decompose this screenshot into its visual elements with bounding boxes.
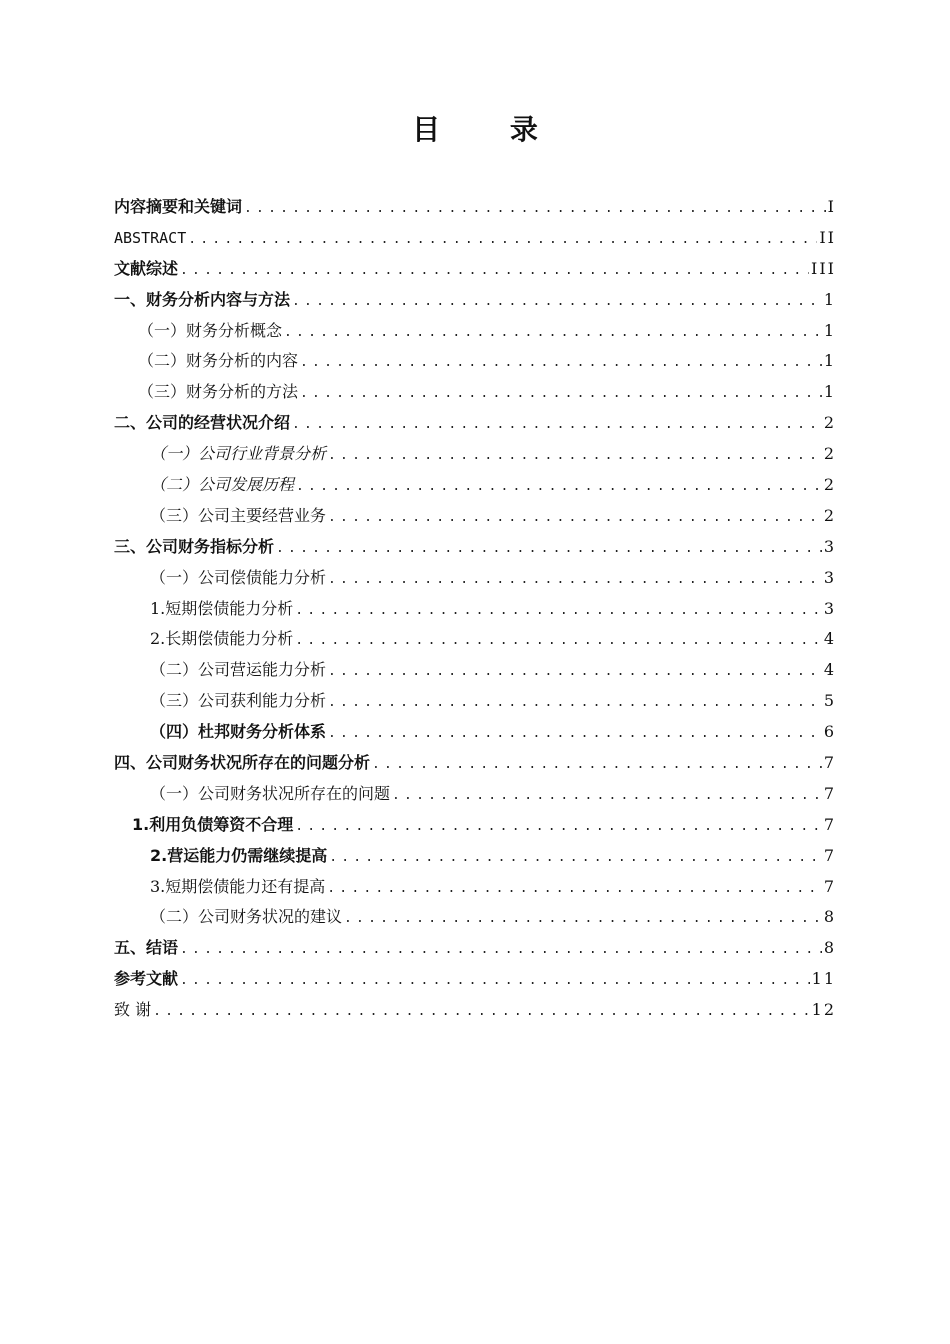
toc-dot-leader	[328, 565, 822, 596]
toc-page-number: 7	[823, 876, 836, 896]
toc-entry-label: 二、公司的经营状况介绍	[114, 413, 291, 433]
toc-dot-leader	[327, 874, 822, 905]
toc-entry-label: 1.利用负债筹资不合理	[132, 814, 294, 834]
toc-dot-leader	[329, 843, 822, 874]
toc-dot-leader	[392, 781, 822, 812]
toc-entry-label: 1.短期偿债能力分析	[150, 598, 294, 618]
toc-dot-leader	[188, 225, 817, 256]
toc-dot-leader	[328, 441, 822, 472]
toc-entry[interactable]	[114, 285, 836, 316]
toc-entry-label: 3.短期偿债能力还有提高	[150, 876, 326, 896]
toc-entry[interactable]	[114, 192, 836, 223]
toc-page-number: 12	[811, 1000, 836, 1020]
toc-entry[interactable]	[114, 408, 836, 439]
toc-dot-leader	[344, 904, 822, 935]
toc-entry-label: （三）公司获利能力分析	[150, 691, 327, 711]
toc-dot-leader	[328, 719, 822, 750]
toc-page-number: 1	[823, 289, 836, 309]
toc-dot-leader	[300, 379, 822, 410]
toc-entry-label: 三、公司财务指标分析	[114, 536, 275, 556]
toc-dot-leader	[276, 534, 822, 565]
toc-entry[interactable]	[114, 563, 836, 594]
toc-entry-label: （一）公司偿债能力分析	[150, 567, 327, 587]
toc-page-number: 11	[811, 969, 836, 989]
toc-entry[interactable]	[114, 377, 836, 408]
toc-entry[interactable]	[114, 532, 836, 563]
toc-entry[interactable]	[114, 594, 836, 625]
toc-list	[114, 192, 836, 1026]
toc-page-number: 3	[823, 567, 836, 587]
toc-entry[interactable]	[114, 933, 836, 964]
toc-dot-leader	[292, 410, 822, 441]
toc-entry-label: 2.长期偿债能力分析	[150, 629, 294, 649]
toc-dot-leader	[372, 750, 822, 781]
toc-entry-label: （三）财务分析的方法	[138, 382, 299, 402]
toc-dot-leader	[296, 472, 822, 503]
toc-entry[interactable]	[114, 779, 836, 810]
toc-page-number: 2	[823, 444, 836, 464]
toc-entry-label: ABSTRACT	[114, 228, 187, 247]
toc-entry-label: （二）公司发展历程	[150, 475, 295, 495]
toc-dot-leader	[180, 935, 822, 966]
toc-entry-label: （二）公司财务状况的建议	[150, 907, 343, 927]
toc-entry[interactable]	[114, 470, 836, 501]
toc-entry-label: 一、财务分析内容与方法	[114, 289, 291, 309]
toc-entry[interactable]	[114, 439, 836, 470]
toc-entry-label: 参考文献	[114, 969, 179, 989]
toc-dot-leader	[328, 657, 822, 688]
toc-entry[interactable]	[114, 748, 836, 779]
toc-dot-leader	[292, 287, 822, 318]
toc-page-number: 7	[823, 845, 836, 865]
toc-entry[interactable]	[114, 501, 836, 532]
toc-entry[interactable]	[114, 810, 836, 841]
toc-entry[interactable]	[114, 223, 836, 254]
toc-entry[interactable]	[114, 995, 836, 1026]
toc-dot-leader	[244, 194, 826, 225]
toc-entry[interactable]	[114, 902, 836, 933]
toc-dot-leader	[300, 348, 822, 379]
toc-entry-label: （一）公司财务状况所存在的问题	[150, 783, 391, 803]
toc-page-number: 3	[823, 598, 836, 618]
toc-entry[interactable]	[114, 841, 836, 872]
toc-page-number: 2	[823, 505, 836, 525]
toc-page-number: 7	[823, 814, 836, 834]
toc-page-number: 1	[823, 320, 836, 340]
toc-page-number: II	[819, 227, 836, 247]
toc-entry[interactable]	[114, 346, 836, 377]
toc-dot-leader	[180, 256, 809, 287]
toc-page-number: 2	[823, 475, 836, 495]
toc-page-number: 8	[823, 907, 836, 927]
toc-page-number: I	[827, 197, 836, 216]
toc-page-number: 1	[823, 382, 836, 402]
toc-page-number: 2	[823, 413, 836, 433]
toc-page-number: 7	[823, 753, 836, 773]
toc-page-number: 4	[823, 660, 836, 680]
toc-page-number: 3	[823, 536, 836, 556]
toc-entry-label: （二）财务分析的内容	[138, 351, 299, 371]
toc-page-number: 5	[823, 691, 836, 711]
toc-entry-label: 文献综述	[114, 258, 179, 278]
toc-entry-label: 五、结语	[114, 938, 179, 958]
toc-dot-leader	[295, 812, 822, 843]
toc-entry[interactable]	[114, 316, 836, 347]
toc-entry[interactable]	[114, 964, 836, 995]
toc-dot-leader	[153, 997, 810, 1028]
toc-entry[interactable]	[114, 717, 836, 748]
page-title: 目 录	[412, 113, 568, 146]
toc-page-number: 6	[823, 722, 836, 742]
toc-entry-label: 2.营运能力仍需继续提高	[150, 845, 328, 865]
toc-page-number: 4	[823, 629, 836, 649]
toc-entry-label: （一）公司行业背景分析	[150, 444, 327, 464]
toc-dot-leader	[180, 966, 810, 997]
toc-entry-label: （二）公司营运能力分析	[150, 660, 327, 680]
toc-entry-label: 致 谢	[114, 1000, 152, 1020]
toc-entry-label: （一）财务分析概念	[138, 320, 283, 340]
toc-page-number: 7	[823, 783, 836, 803]
toc-entry[interactable]	[114, 655, 836, 686]
toc-entry-label: 内容摘要和关键词	[114, 197, 243, 216]
toc-page-number: 1	[823, 351, 836, 371]
toc-dot-leader	[328, 688, 822, 719]
toc-entry[interactable]	[114, 686, 836, 717]
toc-entry[interactable]	[114, 254, 836, 285]
toc-entry-label: （三）公司主要经营业务	[150, 505, 327, 525]
toc-dot-leader	[295, 596, 822, 627]
toc-page-number: 8	[823, 938, 836, 958]
toc-entry-label: （四）杜邦财务分析体系	[150, 722, 327, 742]
toc-dot-leader	[284, 318, 822, 349]
toc-dot-leader	[295, 626, 822, 657]
toc-entry[interactable]	[114, 872, 836, 903]
toc-entry[interactable]	[114, 624, 836, 655]
toc-entry-label: 四、公司财务状况所存在的问题分析	[114, 753, 371, 773]
toc-dot-leader	[328, 503, 822, 534]
toc-page-number: III	[811, 258, 836, 278]
